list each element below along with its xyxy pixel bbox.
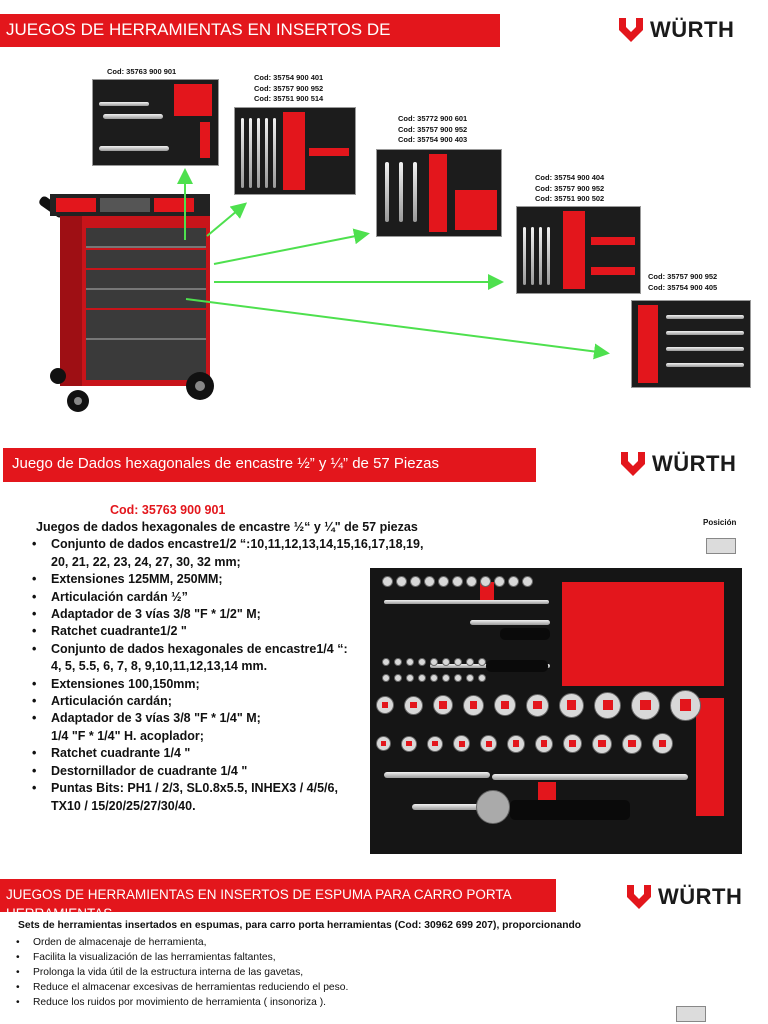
position-box[interactable]	[706, 538, 736, 554]
list-item: • Destornillador de cuadrante 1/4 "	[32, 763, 423, 780]
socket	[394, 674, 402, 682]
socket	[563, 734, 582, 753]
section1-title: JUEGOS DE HERRAMIENTAS EN INSERTOS DE	[6, 20, 391, 39]
position-box[interactable]	[676, 1006, 706, 1022]
socket	[454, 674, 462, 682]
socket	[418, 674, 426, 682]
wurth-logo	[620, 451, 736, 477]
socket	[508, 576, 519, 587]
list-item-continuation: 1/4 "F * 1/4" H. acoplador;	[51, 728, 204, 743]
socket	[430, 674, 438, 682]
list-item: • Ratchet cuadrante1/2 "	[32, 623, 423, 640]
socket	[559, 693, 584, 718]
socket	[406, 658, 414, 666]
code-line: Cod: 35751 900 514	[254, 94, 324, 103]
socket	[463, 695, 484, 716]
code-line: Cod: 35754 900 403	[398, 135, 468, 144]
list-item-continuation: 4, 5, 5.5, 6, 7, 8, 9,10,11,12,13,14 mm.	[51, 659, 268, 674]
list-item: • Articulación cardán;	[32, 693, 423, 710]
socket	[466, 576, 477, 587]
wurth-logo-text: WÜRTH	[658, 884, 743, 909]
socket	[480, 576, 491, 587]
socket	[382, 658, 390, 666]
set-contents-list	[32, 519, 423, 815]
socket	[478, 674, 486, 682]
socket	[396, 576, 407, 587]
list-item: • Extensiones 125MM, 250MM;	[32, 571, 423, 588]
socket	[452, 576, 463, 587]
socket	[592, 734, 612, 754]
socket	[652, 733, 673, 754]
socket	[526, 694, 549, 717]
socket	[382, 576, 393, 587]
socket	[433, 695, 453, 715]
socket	[507, 735, 525, 753]
section3-title-line1: JUEGOS DE HERRAMIENTAS EN INSERTOS DE ESPUMA PARA CARRO PORTA	[6, 887, 512, 902]
section3-title-banner	[0, 879, 556, 921]
list-item: • Conjunto de dados hexagonales de encastre1/4 “:	[32, 641, 423, 658]
socket	[494, 694, 516, 716]
code-line: Cod: 35754 900 404	[535, 173, 605, 182]
socket	[418, 658, 426, 666]
socket	[427, 736, 443, 752]
insert-thumbnail-5	[631, 300, 751, 388]
socket	[382, 674, 390, 682]
benefit-item: • Reduce el almacenar excesivas de herramientas reduciendo el peso.	[14, 980, 348, 995]
section3-title-line2: HERRAMIENTAS	[6, 906, 113, 921]
list-item-continuation: TX10 / 15/20/25/27/30/40.	[51, 798, 196, 813]
code-line: Cod: 35754 900 401	[254, 73, 324, 82]
list-item: • Adaptador de 3 vías 3/8 "F * 1/2" M;	[32, 606, 423, 623]
socket	[622, 734, 642, 754]
wurth-logo-icon	[620, 451, 646, 477]
insert-thumbnail-4	[516, 206, 641, 294]
socket	[430, 658, 438, 666]
socket	[406, 674, 414, 682]
socket	[466, 658, 474, 666]
socket	[404, 696, 423, 715]
wurth-logo-text: WÜRTH	[652, 451, 737, 476]
code-line: Cod: 35763 900 901	[107, 67, 177, 76]
benefits-list	[14, 935, 348, 1010]
position-label: Posición	[703, 518, 737, 527]
socket	[453, 735, 470, 752]
socket	[394, 658, 402, 666]
benefit-item: • Orden de almacenaje de herramienta,	[14, 935, 348, 950]
socket	[454, 658, 462, 666]
wurth-logo-icon	[626, 884, 652, 910]
socket	[594, 692, 621, 719]
insert-thumbnail-2	[234, 107, 356, 195]
benefit-item: • Reduce los ruidos por movimiento de herramienta ( insonoriza ).	[14, 995, 348, 1010]
list-heading: Juegos de dados hexagonales de encastre ½“ y ¼" de 57 piezas	[36, 520, 418, 534]
benefit-item: • Facilita la visualización de las herramientas faltantes,	[14, 950, 348, 965]
socket	[670, 690, 701, 721]
wurth-logo	[626, 884, 742, 910]
socket	[466, 674, 474, 682]
code-line: Cod: 35757 900 952	[398, 124, 468, 134]
wurth-logo-text: WÜRTH	[650, 17, 735, 42]
list-item: • Ratchet cuadrante 1/4 "	[32, 745, 423, 762]
socket	[438, 576, 449, 587]
socket	[522, 576, 533, 587]
socket	[480, 735, 497, 752]
code-line: Cod: 35757 900 952	[535, 183, 605, 193]
socket	[442, 658, 450, 666]
socket	[631, 691, 660, 720]
code-line: Cod: 35772 900 601	[398, 114, 468, 123]
section2-title: Juego de Dados hexagonales de encastre ½” y ¼” de 57 Piezas	[12, 455, 439, 472]
code-line: Cod: 35754 900 405	[648, 282, 718, 292]
insert-thumbnail-3	[376, 149, 502, 237]
code-line: Cod: 35757 900 952	[648, 272, 718, 281]
list-item: • Conjunto de dados encastre1/2 “:10,11,12,13,14,15,16,17,18,19,	[32, 536, 423, 553]
list-item: • Puntas Bits: PH1 / 2/3, SL0.8x5.5, INHEX3 / 4/5/6,	[32, 780, 423, 797]
insert-thumbnail-1	[92, 79, 219, 166]
socket	[442, 674, 450, 682]
list-item: • Articulación cardán ½”	[32, 589, 423, 606]
section3-intro: Sets de herramientas insertados en espumas, para carro porta herramientas (Cod: 30962 699 207), proporcionando	[18, 920, 582, 931]
socket	[535, 735, 553, 753]
socket	[494, 576, 505, 587]
list-item: • Extensiones 100,150mm;	[32, 676, 423, 693]
benefit-item: • Prolonga la vida útil de la estructura interna de las gavetas,	[14, 965, 348, 980]
product-code: Cod: 35763 900 901	[110, 503, 226, 517]
code-line: Cod: 35751 900 502	[535, 194, 605, 203]
socket	[410, 576, 421, 587]
list-item: • Adaptador de 3 vías 3/8 "F * 1/4" M;	[32, 710, 423, 727]
socket	[376, 696, 394, 714]
code-line: Cod: 35757 900 952	[254, 83, 324, 93]
socket	[424, 576, 435, 587]
list-item-continuation: 20, 21, 22, 23, 24, 27, 30, 32 mm;	[51, 554, 241, 569]
socket	[478, 658, 486, 666]
section2-title-banner	[3, 448, 536, 482]
socket-set-photo	[370, 568, 742, 854]
socket	[376, 736, 391, 751]
socket	[401, 736, 417, 752]
